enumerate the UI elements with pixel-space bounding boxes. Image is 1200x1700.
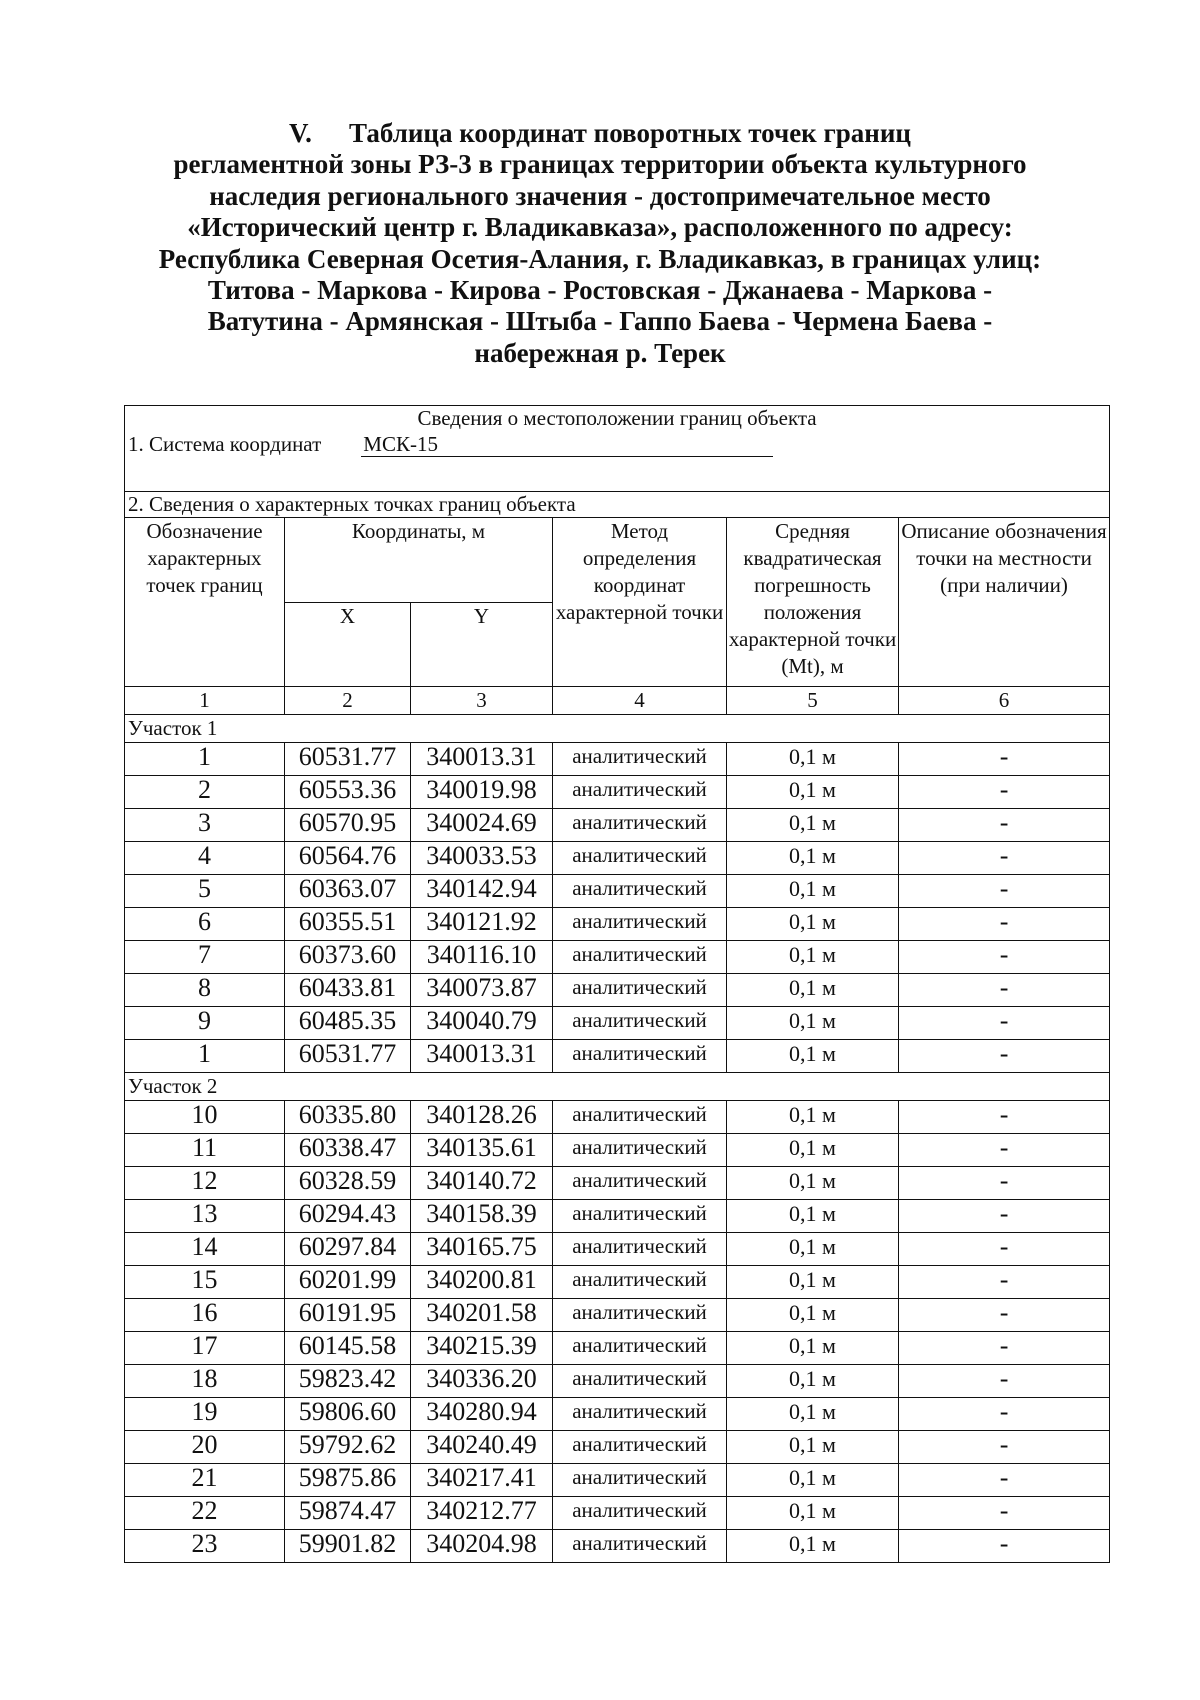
description-cell: - (899, 1332, 1110, 1365)
y-coordinate-cell: 340073.87 (411, 974, 553, 1007)
points-section-row (125, 492, 1110, 518)
method-cell: аналитический (553, 1299, 727, 1332)
column-number-3: 3 (411, 687, 553, 715)
description-cell: - (899, 1431, 1110, 1464)
column-number-2: 2 (285, 687, 411, 715)
table-row (125, 1040, 1110, 1073)
error-cell: 0,1 м (727, 1464, 899, 1497)
x-coordinate-cell: 60553.36 (285, 776, 411, 809)
x-coordinate-cell: 60531.77 (285, 743, 411, 776)
error-cell: 0,1 м (727, 908, 899, 941)
description-cell: - (899, 974, 1110, 1007)
x-coordinate-cell: 59874.47 (285, 1497, 411, 1530)
description-cell: - (899, 776, 1110, 809)
point-number-cell: 13 (125, 1200, 285, 1233)
table-row (125, 842, 1110, 875)
error-cell: 0,1 м (727, 842, 899, 875)
description-cell: - (899, 1266, 1110, 1299)
x-coordinate-cell: 60564.76 (285, 842, 411, 875)
description-cell: - (899, 1398, 1110, 1431)
heading-line-3: наследия регионального значения - достопримечательное место (209, 180, 991, 211)
document-heading (100, 118, 1100, 369)
x-coordinate-cell: 60338.47 (285, 1134, 411, 1167)
y-coordinate-cell: 340142.94 (411, 875, 553, 908)
error-cell: 0,1 м (727, 1233, 899, 1266)
description-cell: - (899, 875, 1110, 908)
method-cell: аналитический (553, 875, 727, 908)
coordinates-table (124, 405, 1110, 1563)
point-number-cell: 17 (125, 1332, 285, 1365)
point-number-cell: 1 (125, 743, 285, 776)
heading-number: V. (289, 118, 312, 148)
coord-system-cell (125, 431, 1110, 492)
description-cell: - (899, 1233, 1110, 1266)
x-coordinate-cell: 60363.07 (285, 875, 411, 908)
table-row (125, 743, 1110, 776)
y-coordinate-cell: 340013.31 (411, 1040, 553, 1073)
error-cell: 0,1 м (727, 809, 899, 842)
y-coordinate-cell: 340336.20 (411, 1365, 553, 1398)
y-coordinate-cell: 340204.98 (411, 1530, 553, 1563)
method-cell: аналитический (553, 1332, 727, 1365)
section-row (125, 1073, 1110, 1101)
error-cell: 0,1 м (727, 1332, 899, 1365)
table-row (125, 1464, 1110, 1497)
y-coordinate-cell: 340201.58 (411, 1299, 553, 1332)
description-cell: - (899, 1497, 1110, 1530)
table-row (125, 908, 1110, 941)
point-number-cell: 4 (125, 842, 285, 875)
y-coordinate-cell: 340240.49 (411, 1431, 553, 1464)
x-coordinate-cell: 59823.42 (285, 1365, 411, 1398)
method-cell: аналитический (553, 1134, 727, 1167)
error-cell: 0,1 м (727, 1497, 899, 1530)
description-cell: - (899, 1040, 1110, 1073)
description-cell: - (899, 1200, 1110, 1233)
method-cell: аналитический (553, 743, 727, 776)
table-row (125, 1299, 1110, 1332)
y-coordinate-cell: 340024.69 (411, 809, 553, 842)
table-row (125, 1431, 1110, 1464)
table-row (125, 1134, 1110, 1167)
description-cell: - (899, 1134, 1110, 1167)
y-coordinate-cell: 340212.77 (411, 1497, 553, 1530)
point-number-cell: 15 (125, 1266, 285, 1299)
y-coordinate-cell: 340033.53 (411, 842, 553, 875)
table-row (125, 1332, 1110, 1365)
method-cell: аналитический (553, 1040, 727, 1073)
method-cell: аналитический (553, 1464, 727, 1497)
description-cell: - (899, 743, 1110, 776)
x-coordinate-cell: 60201.99 (285, 1266, 411, 1299)
error-cell: 0,1 м (727, 1134, 899, 1167)
method-cell: аналитический (553, 1101, 727, 1134)
error-cell: 0,1 м (727, 1530, 899, 1563)
table-row (125, 1167, 1110, 1200)
point-number-cell: 1 (125, 1040, 285, 1073)
coord-system-value: МСК-15 (361, 432, 773, 457)
error-cell: 0,1 м (727, 1101, 899, 1134)
header-row-1 (125, 518, 1110, 603)
point-number-cell: 5 (125, 875, 285, 908)
section-row (125, 715, 1110, 743)
x-coordinate-cell: 60531.77 (285, 1040, 411, 1073)
x-coordinate-cell: 60294.43 (285, 1200, 411, 1233)
y-coordinate-cell: 340040.79 (411, 1007, 553, 1040)
error-cell: 0,1 м (727, 974, 899, 1007)
y-coordinate-cell: 340013.31 (411, 743, 553, 776)
point-number-cell: 12 (125, 1167, 285, 1200)
table-row (125, 941, 1110, 974)
description-cell: - (899, 908, 1110, 941)
x-coordinate-cell: 60570.95 (285, 809, 411, 842)
table-row (125, 1200, 1110, 1233)
error-cell: 0,1 м (727, 1398, 899, 1431)
header-y: Y (411, 602, 553, 687)
point-number-cell: 3 (125, 809, 285, 842)
error-cell: 0,1 м (727, 875, 899, 908)
point-number-cell: 22 (125, 1497, 285, 1530)
heading-line-5: Республика Северная Осетия-Алания, г. Владикавказ, в границах улиц: (158, 243, 1042, 274)
table-title: Сведения о местоположении границ объекта (125, 406, 1110, 432)
description-cell: - (899, 842, 1110, 875)
y-coordinate-cell: 340135.61 (411, 1134, 553, 1167)
description-cell: - (899, 1464, 1110, 1497)
section-label: Участок 1 (125, 715, 1110, 743)
y-coordinate-cell: 340165.75 (411, 1233, 553, 1266)
point-number-cell: 21 (125, 1464, 285, 1497)
method-cell: аналитический (553, 809, 727, 842)
point-number-cell: 14 (125, 1233, 285, 1266)
x-coordinate-cell: 60145.58 (285, 1332, 411, 1365)
table-row (125, 875, 1110, 908)
point-number-cell: 23 (125, 1530, 285, 1563)
error-cell: 0,1 м (727, 1007, 899, 1040)
table-row (125, 1101, 1110, 1134)
x-coordinate-cell: 59875.86 (285, 1464, 411, 1497)
y-coordinate-cell: 340280.94 (411, 1398, 553, 1431)
method-cell: аналитический (553, 1497, 727, 1530)
x-coordinate-cell: 59806.60 (285, 1398, 411, 1431)
point-number-cell: 16 (125, 1299, 285, 1332)
error-cell: 0,1 м (727, 1200, 899, 1233)
x-coordinate-cell: 60485.35 (285, 1007, 411, 1040)
point-number-cell: 6 (125, 908, 285, 941)
method-cell: аналитический (553, 1167, 727, 1200)
coord-system-row (125, 431, 1110, 492)
header-description: Описание обозначения точки на местности (при наличии) (899, 518, 1110, 687)
error-cell: 0,1 м (727, 1040, 899, 1073)
method-cell: аналитический (553, 1431, 727, 1464)
y-coordinate-cell: 340121.92 (411, 908, 553, 941)
description-cell: - (899, 1007, 1110, 1040)
method-cell: аналитический (553, 1266, 727, 1299)
points-section-label: 2. Сведения о характерных точках границ объекта (125, 492, 1110, 518)
y-coordinate-cell: 340217.41 (411, 1464, 553, 1497)
method-cell: аналитический (553, 1530, 727, 1563)
description-cell: - (899, 809, 1110, 842)
column-number-4: 4 (553, 687, 727, 715)
table-row (125, 1497, 1110, 1530)
x-coordinate-cell: 60355.51 (285, 908, 411, 941)
description-cell: - (899, 1101, 1110, 1134)
table-row (125, 974, 1110, 1007)
description-cell: - (899, 941, 1110, 974)
heading-line-2: регламентной зоны РЗ-3 в границах территории объекта культурного (173, 149, 1027, 180)
header-method: Метод определения координат характерной точки (553, 518, 727, 687)
heading-line-7: Ватутина - Армянская - Штыба - Гаппо Баева - Чермена Баева - (207, 306, 993, 337)
table-row (125, 776, 1110, 809)
point-number-cell: 20 (125, 1431, 285, 1464)
table-row (125, 1398, 1110, 1431)
table-row (125, 809, 1110, 842)
method-cell: аналитический (553, 1398, 727, 1431)
header-coordinates: Координаты, м (285, 518, 553, 603)
table-title-row (125, 406, 1110, 432)
x-coordinate-cell: 60297.84 (285, 1233, 411, 1266)
point-number-cell: 8 (125, 974, 285, 1007)
point-number-cell: 11 (125, 1134, 285, 1167)
y-coordinate-cell: 340140.72 (411, 1167, 553, 1200)
heading-line-8: набережная р. Терек (474, 337, 726, 368)
description-cell: - (899, 1167, 1110, 1200)
x-coordinate-cell: 60335.80 (285, 1101, 411, 1134)
x-coordinate-cell: 60328.59 (285, 1167, 411, 1200)
method-cell: аналитический (553, 941, 727, 974)
error-cell: 0,1 м (727, 776, 899, 809)
method-cell: аналитический (553, 1365, 727, 1398)
point-number-cell: 10 (125, 1101, 285, 1134)
x-coordinate-cell: 60191.95 (285, 1299, 411, 1332)
column-number-6: 6 (899, 687, 1110, 715)
error-cell: 0,1 м (727, 1431, 899, 1464)
y-coordinate-cell: 340200.81 (411, 1266, 553, 1299)
method-cell: аналитический (553, 842, 727, 875)
point-number-cell: 2 (125, 776, 285, 809)
y-coordinate-cell: 340158.39 (411, 1200, 553, 1233)
header-point-designation: Обозначение характерных точек границ (125, 518, 285, 687)
method-cell: аналитический (553, 776, 727, 809)
method-cell: аналитический (553, 908, 727, 941)
x-coordinate-cell: 60433.81 (285, 974, 411, 1007)
heading-line-6: Титова - Маркова - Кирова - Ростовская - Джанаева - Маркова - (207, 275, 993, 306)
method-cell: аналитический (553, 974, 727, 1007)
table-row (125, 1233, 1110, 1266)
method-cell: аналитический (553, 1007, 727, 1040)
header-x: X (285, 602, 411, 687)
heading-line-1 (100, 118, 1100, 149)
y-coordinate-cell: 340019.98 (411, 776, 553, 809)
header-error: Средняя квадратическая погрешность положения характерной точки (Mt), м (727, 518, 899, 687)
error-cell: 0,1 м (727, 1266, 899, 1299)
error-cell: 0,1 м (727, 941, 899, 974)
y-coordinate-cell: 340215.39 (411, 1332, 553, 1365)
table-row (125, 1365, 1110, 1398)
error-cell: 0,1 м (727, 743, 899, 776)
heading-text-1: Таблица координат поворотных точек границ (349, 118, 911, 148)
column-number-5: 5 (727, 687, 899, 715)
y-coordinate-cell: 340116.10 (411, 941, 553, 974)
description-cell: - (899, 1365, 1110, 1398)
coordinates-table-body (125, 406, 1110, 1563)
error-cell: 0,1 м (727, 1167, 899, 1200)
description-cell: - (899, 1299, 1110, 1332)
x-coordinate-cell: 60373.60 (285, 941, 411, 974)
point-number-cell: 7 (125, 941, 285, 974)
method-cell: аналитический (553, 1233, 727, 1266)
error-cell: 0,1 м (727, 1365, 899, 1398)
table-row (125, 1530, 1110, 1563)
section-label: Участок 2 (125, 1073, 1110, 1101)
error-cell: 0,1 м (727, 1299, 899, 1332)
table-row (125, 1266, 1110, 1299)
coord-system-label: 1. Система координат (128, 432, 322, 456)
heading-line-4: «Исторический центр г. Владикавказа», расположенного по адресу: (187, 212, 1013, 243)
column-number-1: 1 (125, 687, 285, 715)
point-number-cell: 19 (125, 1398, 285, 1431)
point-number-cell: 9 (125, 1007, 285, 1040)
description-cell: - (899, 1530, 1110, 1563)
x-coordinate-cell: 59792.62 (285, 1431, 411, 1464)
y-coordinate-cell: 340128.26 (411, 1101, 553, 1134)
method-cell: аналитический (553, 1200, 727, 1233)
table-row (125, 1007, 1110, 1040)
x-coordinate-cell: 59901.82 (285, 1530, 411, 1563)
point-number-cell: 18 (125, 1365, 285, 1398)
column-numbers-row (125, 687, 1110, 715)
